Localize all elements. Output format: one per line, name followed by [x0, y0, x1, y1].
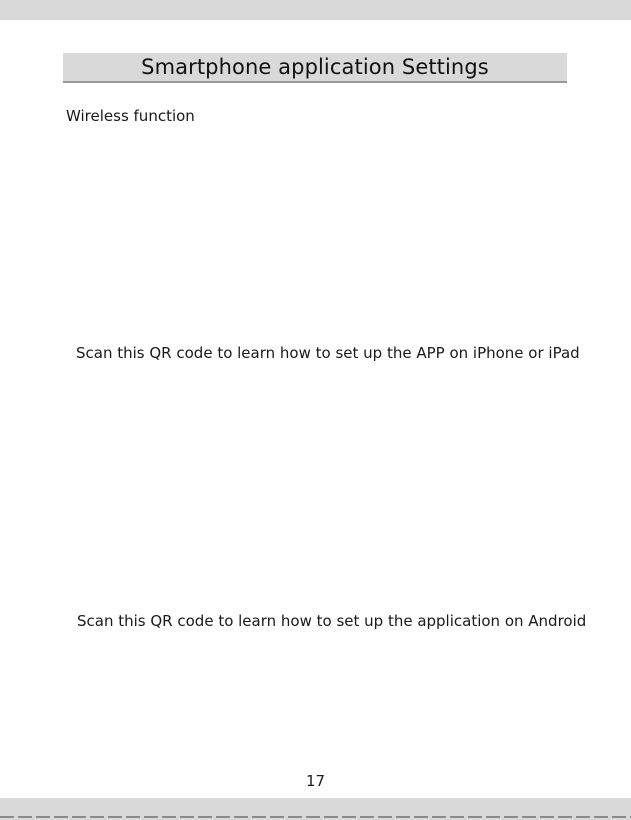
section-label: Wireless function: [66, 107, 195, 125]
bottom-dashed-rule: [0, 816, 631, 818]
android-qr-caption: Scan this QR code to learn how to set up the application on Android: [77, 612, 587, 630]
title-bar: [63, 53, 567, 83]
qr-code-android-area: [215, 400, 415, 600]
qr-code-ios-area: [215, 140, 415, 335]
top-band: [0, 0, 631, 20]
ios-qr-caption: Scan this QR code to learn how to set up the APP on iPhone or iPad: [76, 344, 580, 362]
page-title: Smartphone application Settings: [141, 55, 489, 79]
page-number: 17: [305, 772, 326, 790]
